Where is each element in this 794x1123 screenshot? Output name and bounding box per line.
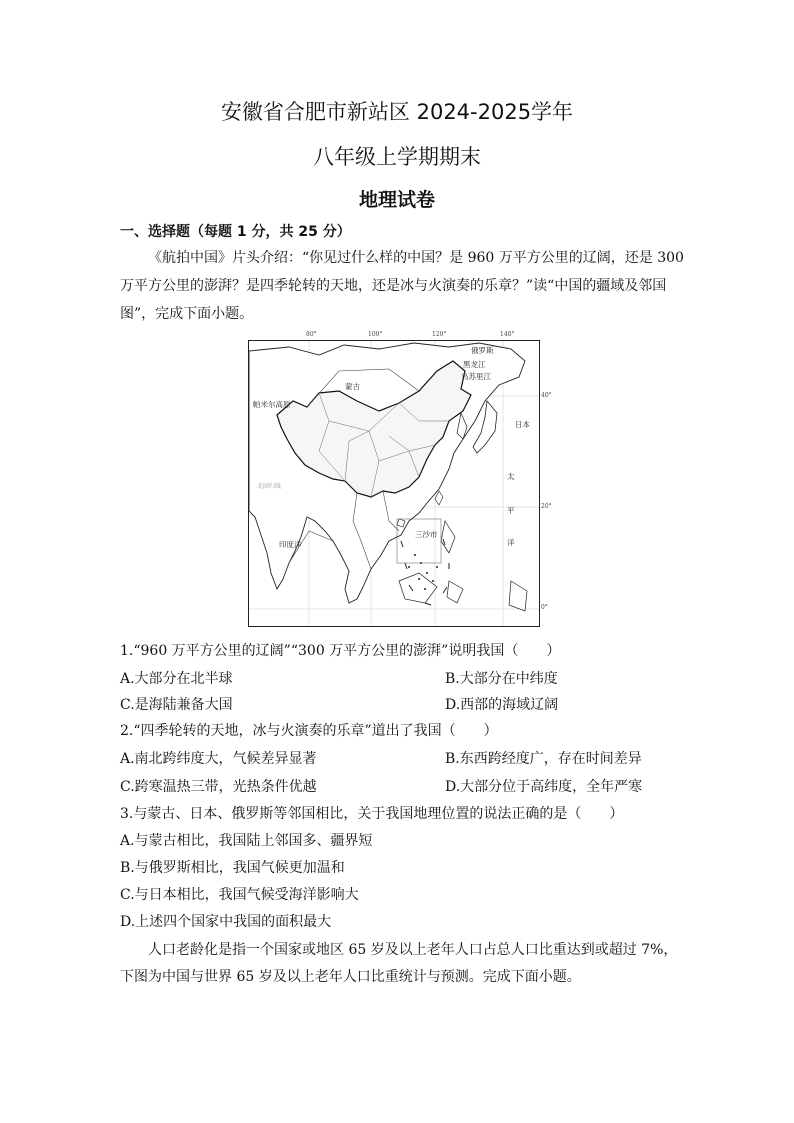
map-label-pacific-1: 太	[507, 472, 515, 481]
q1-option-c[interactable]: C.是海陆兼备大国	[120, 697, 233, 713]
question-1-stem: 1.“960 万平方公里的辽阔”“300 万平方公里的澎湃”说明我国（ ）	[120, 643, 561, 659]
map-label-tropic: 北回归线	[257, 483, 282, 490]
section-heading: 一、选择题（每题 1 分，共 25 分）	[120, 224, 351, 240]
china-territory-map	[248, 340, 540, 627]
map-label-wusuli: 乌苏里江	[461, 372, 491, 381]
lat-tick-40: 40°	[541, 392, 552, 399]
map-label-heilongjiang: 黑龙江	[463, 360, 486, 369]
q3-option-b[interactable]: B.与俄罗斯相比，我国气候更加温和	[120, 860, 345, 876]
q3-option-a[interactable]: A.与蒙古相比，我国陆上邻国多、疆界短	[120, 833, 373, 849]
q1-option-d[interactable]: D.西部的海域辽阔	[445, 697, 559, 713]
passage2-line2: 下图为中国与世界 65 岁及以上老年人口比重统计与预测。完成下面小题。	[120, 969, 581, 985]
question-2-stem: 2.“四季轮转的天地，冰与火演奏的乐章”道出了我国（ ）	[120, 723, 498, 739]
map-label-japan: 日本	[515, 420, 530, 429]
map-label-mongolia: 蒙古	[345, 382, 360, 391]
map-label-pacific-3: 洋	[507, 538, 515, 547]
q2-option-a[interactable]: A.南北跨纬度大，气候差异显著	[120, 751, 317, 767]
passage2-line1: 人口老龄化是指一个国家或地区 65 岁及以上老年人口占总人口比重达到或超过 7%，	[148, 942, 678, 958]
lon-tick-100: 100°	[368, 331, 383, 338]
passage1-line1: 《航拍中国》片头介绍：“你见过什么样的中国？是 960 万平方公里的辽阔，还是 300	[148, 250, 684, 266]
q1-option-b[interactable]: B.大部分在中纬度	[445, 671, 558, 687]
lon-tick-120: 120°	[432, 331, 447, 338]
q2-option-c[interactable]: C.跨寒温热三带，光热条件优越	[120, 779, 317, 795]
lat-tick-0: 0°	[541, 604, 548, 611]
question-3-stem: 3.与蒙古、日本、俄罗斯等邻国相比，关于我国地理位置的说法正确的是（ ）	[120, 806, 624, 822]
map-label-russia: 俄罗斯	[471, 346, 494, 355]
lon-tick-80: 80°	[306, 331, 317, 338]
exam-title-line1: 安徽省合肥市新站区 2024-2025学年	[220, 100, 574, 124]
map-label-pacific-2: 平	[507, 506, 515, 515]
lon-tick-140: 140°	[500, 331, 515, 338]
passage1-line2: 万平方公里的澎湃？是四季轮转的天地，还是冰与火演奏的乐章？”读“中国的疆域及邻国	[120, 278, 667, 294]
map-drawing	[249, 341, 539, 626]
map-label-indian-ocean: 印度洋	[279, 540, 302, 549]
q1-option-a[interactable]: A.大部分在北半球	[120, 671, 233, 687]
q3-option-d[interactable]: D.上述四个国家中我国的面积最大	[120, 914, 332, 930]
lat-tick-20: 20°	[541, 503, 552, 510]
map-label-pamir: 帕米尔高原	[253, 400, 291, 409]
exam-title-line3: 地理试卷	[358, 189, 435, 211]
map-label-sansha: 三沙市	[415, 530, 438, 539]
q2-option-d[interactable]: D.大部分位于高纬度，全年严寒	[445, 779, 643, 795]
passage1-line3: 图”，完成下面小题。	[120, 306, 254, 322]
exam-title-line2: 八年级上学期期末	[313, 145, 481, 169]
q2-option-b[interactable]: B.东西跨经度广，存在时间差异	[445, 751, 642, 767]
q3-option-c[interactable]: C.与日本相比，我国气候受海洋影响大	[120, 887, 359, 903]
